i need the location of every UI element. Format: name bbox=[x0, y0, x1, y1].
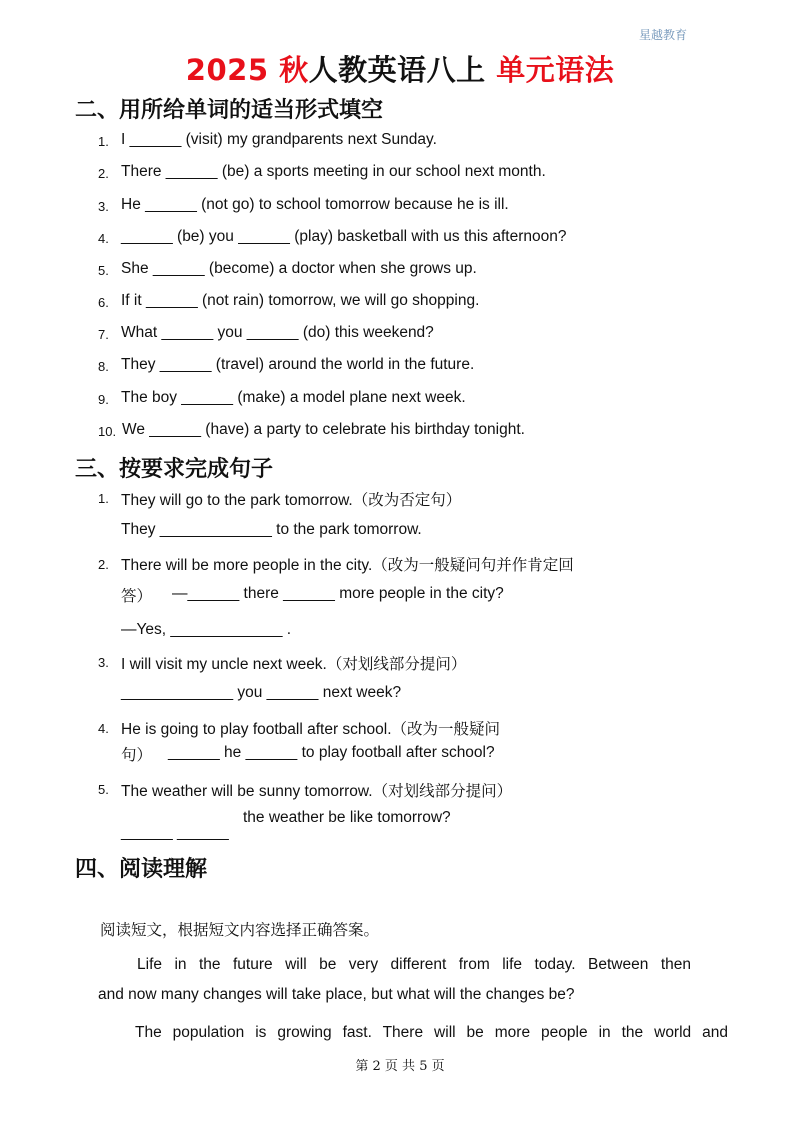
item-number: 5. bbox=[98, 782, 109, 797]
item-number: 5. bbox=[98, 263, 109, 278]
question-instruction-cont: 答） bbox=[121, 587, 153, 605]
question-text: He is going to play football after school. bbox=[121, 721, 392, 738]
answer-line: the weather be like tomorrow? bbox=[243, 809, 451, 826]
answer-line: ______ he ______ to play football after school? bbox=[168, 744, 495, 761]
answer-blanks: ______ ______ bbox=[121, 824, 229, 841]
question-instruction-cont: 句） bbox=[121, 746, 153, 764]
item-number: 4. bbox=[98, 721, 109, 736]
list-item: He ______ (not go) to school tomorrow because he is ill. bbox=[121, 196, 509, 213]
section-4-heading: 四、阅读理解 bbox=[75, 857, 208, 882]
item-number: 9. bbox=[98, 392, 109, 407]
question-2 bbox=[121, 553, 574, 575]
item-number: 3. bbox=[98, 655, 109, 670]
answer-line: _____________ you ______ next week? bbox=[121, 684, 402, 701]
list-item: We ______ (have) a party to celebrate his birthday tonight. bbox=[122, 421, 525, 438]
item-number: 1. bbox=[98, 491, 109, 506]
question-1 bbox=[121, 488, 461, 510]
answer-line: They _____________ to the park tomorrow. bbox=[121, 521, 422, 538]
question-instruction: （改为一般疑问句并作肯定回 bbox=[372, 556, 574, 574]
question-instruction: （改为否定句） bbox=[352, 491, 462, 509]
page-footer: 第 2 页 共 5 页 bbox=[355, 1059, 445, 1074]
list-item: What ______ you ______ (do) this weekend? bbox=[121, 324, 434, 341]
passage-line: The population is growing fast. There will be more people in the world and bbox=[135, 1024, 728, 1041]
section-3-heading: 三、按要求完成句子 bbox=[75, 457, 274, 482]
question-4 bbox=[121, 717, 500, 739]
question-5 bbox=[121, 779, 512, 801]
list-item: If it ______ (not rain) tomorrow, we will go shopping. bbox=[121, 292, 480, 309]
question-text: I will visit my uncle next week. bbox=[121, 656, 327, 673]
list-item: I ______ (visit) my grandparents next Sunday. bbox=[121, 131, 437, 148]
title-part-2: 人教英语八上 bbox=[308, 53, 497, 87]
passage-line: and now many changes will take place, but what will the changes be? bbox=[98, 986, 575, 1003]
list-item: They ______ (travel) around the world in the future. bbox=[121, 356, 475, 373]
title-part-1: 2025 秋 bbox=[185, 53, 309, 87]
item-number: 8. bbox=[98, 359, 109, 374]
answer-line: —______ there ______ more people in the city? bbox=[172, 585, 504, 602]
list-item: The boy ______ (make) a model plane next week. bbox=[121, 389, 466, 406]
question-3 bbox=[121, 652, 466, 674]
question-text: The weather will be sunny tomorrow. bbox=[121, 783, 373, 800]
passage-line: Life in the future will be very different from life today. Between then bbox=[137, 956, 691, 973]
section-2-heading: 二、用所给单词的适当形式填空 bbox=[75, 98, 384, 123]
answer-line: —Yes, _____________ . bbox=[121, 621, 292, 638]
question-instruction: （改为一般疑问 bbox=[391, 720, 501, 738]
item-number: 1. bbox=[98, 134, 109, 149]
question-text: There will be more people in the city. bbox=[121, 557, 373, 574]
question-instruction: （对划线部分提问） bbox=[326, 655, 467, 673]
title-part-3: 单元语法 bbox=[496, 53, 615, 87]
item-number: 7. bbox=[98, 327, 109, 342]
list-item: She ______ (become) a doctor when she grows up. bbox=[121, 260, 477, 277]
list-item: There ______ (be) a sports meeting in our school next month. bbox=[121, 163, 546, 180]
item-number: 4. bbox=[98, 231, 109, 246]
item-number: 6. bbox=[98, 295, 109, 310]
watermark-text: 星越教育 bbox=[638, 28, 687, 42]
question-instruction: （对划线部分提问） bbox=[372, 782, 513, 800]
item-number: 10. bbox=[98, 424, 117, 439]
list-item: ______ (be) you ______ (play) basketball with us this afternoon? bbox=[121, 228, 567, 245]
item-number: 2. bbox=[98, 166, 109, 181]
item-number: 3. bbox=[98, 199, 109, 214]
reading-instruction: 阅读短文，根据短文内容选择正确答案。 bbox=[100, 922, 380, 939]
item-number: 2. bbox=[98, 557, 109, 572]
question-text: They will go to the park tomorrow. bbox=[121, 492, 353, 509]
page-title bbox=[0, 48, 800, 89]
